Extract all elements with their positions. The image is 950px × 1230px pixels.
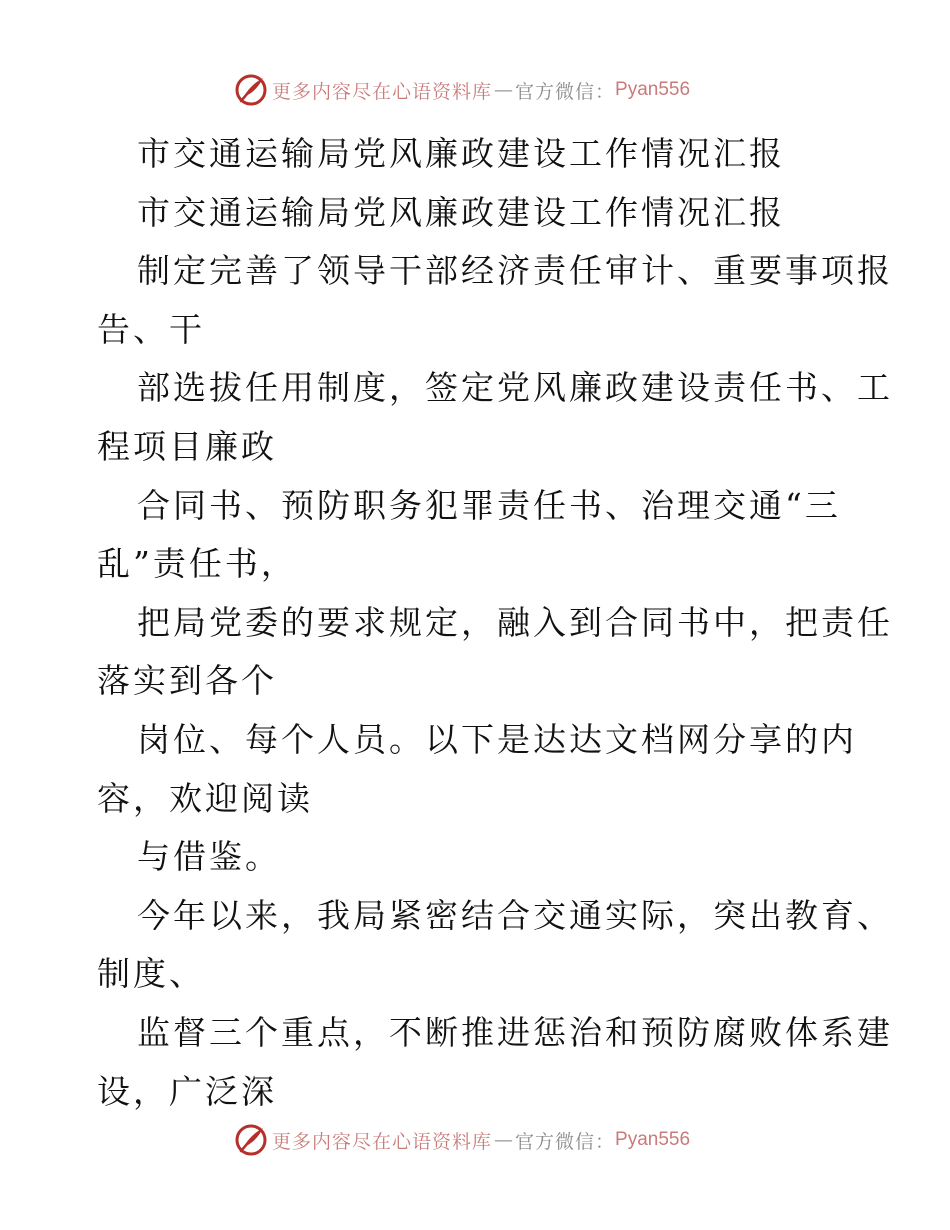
watermark-contact-label: 官方微信： [515,1130,616,1153]
text-line: 乱”责任书， [97,544,297,584]
text-line: 市交通运输局党风廉政建设工作情况汇报 [137,134,785,173]
watermark-main-text: 更多内容尽在心语资料库 [272,80,493,103]
watermark-dash: — [494,1129,514,1151]
text-line: 容，欢迎阅读 [97,778,313,818]
watermark-footer [234,1122,690,1158]
text-line: 岗位、每个人员。以下是达达文档网分享的内 [137,719,857,759]
text-line: 落实到各个 [97,661,277,701]
text-line: 合同书、预防职务犯罪责任书、治理交通“三 [137,485,841,525]
text-line: 制度、 [97,954,205,994]
text-line: 部选拔任用制度，签定党风廉政建设责任书、工 [137,368,893,408]
text-line: 程项目廉政 [97,426,277,466]
watermark-contact-id: Pyan556 [615,1129,691,1150]
document-body [97,125,893,1121]
text-line: 制定完善了领导干部经济责任审计、重要事项报 [137,251,893,291]
text-line: 今年以来，我局紧密结合交通实际，突出教育、 [137,895,893,935]
text-line: 市交通运输局党风廉政建设工作情况汇报 [137,192,785,232]
text-line: 把局党委的要求规定，融入到合同书中，把责任 [137,602,893,642]
text-line: 与借鉴。 [137,837,281,877]
text-line: 告、干 [97,309,205,349]
text-line: 设，广泛深 [97,1071,277,1111]
feather-logo-icon [234,1123,268,1157]
watermark-header [234,72,690,108]
feather-logo-icon [234,73,268,107]
watermark-contact-id: Pyan556 [615,79,691,100]
watermark-contact-label: 官方微信： [515,80,616,103]
watermark-dash: — [494,79,514,101]
text-line: 监督三个重点，不断推进惩治和预防腐败体系建 [137,1012,893,1052]
watermark-main-text: 更多内容尽在心语资料库 [272,1130,493,1153]
